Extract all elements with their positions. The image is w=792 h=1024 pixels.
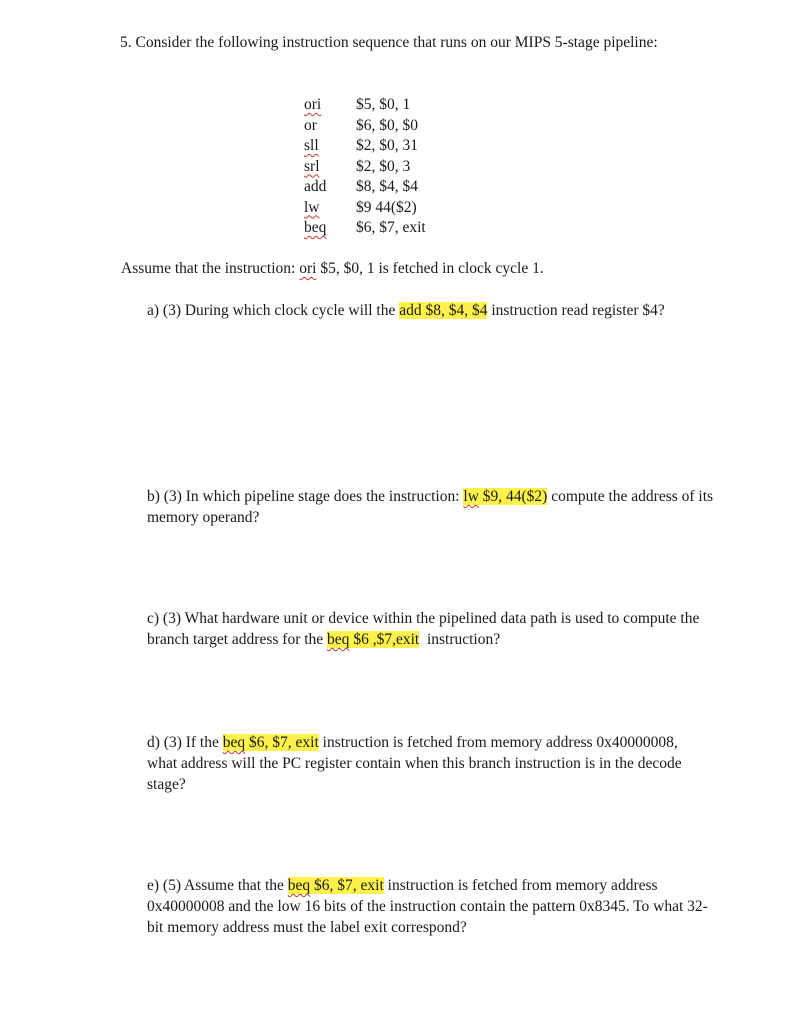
question-e-highlight [288, 877, 384, 894]
question-c-post: instruction? [419, 631, 501, 648]
question-d-highlight-op: beq [222, 734, 246, 751]
instruction-op: add [304, 178, 327, 195]
question-b-post: compute the address of its memory operand? [147, 488, 714, 526]
question-a [147, 300, 722, 321]
instruction-sequence [304, 95, 426, 239]
question-c-highlight [327, 631, 419, 648]
question-c-highlight-rest: $6 ,$7,exit [349, 631, 420, 648]
instruction-args: $2, $0, 31 [356, 137, 418, 154]
instruction-op: srl [304, 157, 320, 175]
instruction-args: $6, $0, $0 [356, 116, 418, 134]
question-b-highlight-op: lw [463, 488, 479, 505]
problem-intro-text: 5. Consider the following instruction sequence that runs on our MIPS 5-stage pipeline: [120, 34, 658, 51]
instruction-row [304, 95, 426, 116]
assumption-post: $5, $0, 1 is fetched in clock cycle 1. [316, 260, 544, 277]
question-c-pre: c) (3) What hardware unit or device within the pipelined data path is used to compute the branch target address for the [147, 610, 700, 648]
instruction-op: or [304, 116, 317, 134]
instruction-row [304, 218, 426, 239]
instruction-args: $9 44($2) [356, 198, 417, 216]
instruction-table [304, 95, 426, 239]
question-e-pre: e) (5) Assume that the [147, 877, 288, 894]
instruction-row [304, 116, 426, 137]
question-d-pre: d) (3) If the [147, 734, 223, 751]
assumption-pre: Assume that the instruction: [121, 260, 300, 277]
instruction-row [304, 157, 426, 178]
question-e-highlight-op: beq [287, 877, 311, 894]
instruction-op: sll [304, 137, 319, 154]
question-b-pre: b) (3) In which pipeline stage does the instruction: [147, 488, 464, 505]
question-d [147, 732, 707, 795]
question-e-highlight-rest: $6, $7, exit [310, 877, 384, 894]
question-a-pre: a) (3) During which clock cycle will the [147, 302, 400, 319]
question-d-post: instruction is fetched from memory address 0x40000008, what address will the PC register contain when this branch instruction is in the decode stage? [147, 734, 682, 793]
question-c-highlight-op: beq [327, 631, 350, 648]
question-a-highlight: add $8, $4, $4 [399, 302, 488, 319]
assumption-op: ori [299, 260, 317, 277]
question-a-post: instruction read register $4? [487, 302, 665, 319]
question-b [147, 486, 722, 528]
instruction-row [304, 198, 426, 219]
instruction-op: ori [304, 96, 322, 113]
question-d-highlight-rest: $6, $7, exit [245, 734, 319, 751]
instruction-args: $2, $0, 3 [356, 157, 411, 175]
instruction-args: $6, $7, exit [356, 219, 426, 236]
question-b-highlight-rest: $9, 44($2) [478, 488, 548, 505]
question-e-post: instruction is fetched from memory address 0x40000008 and the low 16 bits of the instruction contain the pattern 0x8345. To what 32-bit memory address must the label exit correspond? [147, 877, 708, 936]
assumption-statement [121, 258, 544, 279]
instruction-row [304, 177, 426, 198]
instruction-args: $8, $4, $4 [356, 178, 418, 195]
question-c [147, 608, 737, 650]
question-d-highlight [223, 734, 319, 751]
instruction-op: beq [304, 219, 327, 236]
problem-intro [120, 32, 760, 53]
question-b-highlight [463, 488, 547, 505]
question-e [147, 875, 722, 938]
instruction-row [304, 136, 426, 157]
instruction-op: lw [304, 198, 320, 216]
instruction-args: $5, $0, 1 [356, 96, 411, 113]
